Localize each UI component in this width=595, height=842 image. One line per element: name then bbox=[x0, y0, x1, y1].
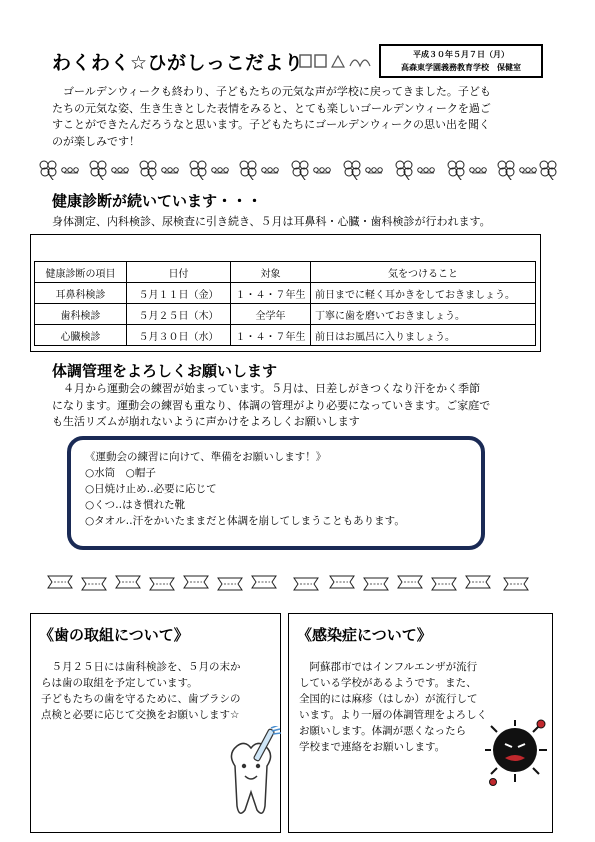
intro-line: たちの元気な姿、生き生きとした表情をみると、とても楽しいゴールデンウィークを過ご bbox=[52, 101, 491, 115]
teeth-line: 点検と必要に応じて交換をお願いします☆ bbox=[41, 709, 240, 721]
table-row bbox=[35, 304, 536, 325]
clover-icon bbox=[498, 161, 514, 180]
table-cell: 前日はお風呂に入りましょう。 bbox=[311, 325, 536, 346]
table-cell: 丁寧に歯を磨いておきましょう。 bbox=[311, 304, 536, 325]
infection-line: います。より一層の体調管理をよろしく bbox=[299, 709, 488, 721]
clover-icon bbox=[292, 161, 308, 180]
clover-icon bbox=[540, 161, 556, 180]
intro-line: ゴールデンウィークも終わり、子どもたちの元気な声が学校に戻ってきました。子ども bbox=[52, 85, 491, 98]
infection-section-box bbox=[288, 613, 553, 833]
column-header: 対象 bbox=[231, 262, 311, 283]
intro-paragraph bbox=[52, 84, 544, 150]
table-row bbox=[35, 325, 536, 346]
tooth-character-icon bbox=[221, 726, 281, 826]
clover-icon bbox=[140, 161, 156, 180]
table-cell: ５月３０日（水） bbox=[127, 325, 231, 346]
preparation-note-box bbox=[67, 436, 485, 550]
note-item: ○水筒 ○帽子 bbox=[85, 467, 156, 479]
clover-icon bbox=[396, 161, 412, 180]
health-heading: 体調管理をよろしくお願いします bbox=[52, 362, 278, 380]
checkup-table bbox=[34, 261, 536, 346]
table-cell: 心臓検診 bbox=[35, 325, 127, 346]
intro-line: のが楽しみです！ bbox=[52, 134, 140, 148]
school-name: 高森東学園義務教育学校 保健室 bbox=[401, 63, 521, 72]
teeth-line: 子どもたちの歯を守るために、歯ブラシの bbox=[41, 693, 241, 705]
clover-icon bbox=[240, 161, 256, 180]
ribbon-border bbox=[44, 572, 544, 594]
clover-icon bbox=[344, 161, 360, 180]
health-paragraph bbox=[52, 381, 552, 431]
infection-line: 学校まで連絡をお願いします。 bbox=[299, 741, 446, 753]
intro-line: すことができたんだろうなと思います。子どもたちにゴールデンウィークの思い出を聞く bbox=[52, 118, 491, 131]
date-box bbox=[379, 44, 543, 78]
note-item: ○日焼け止め‥必要に応じて bbox=[85, 483, 217, 495]
table-cell: １・４・７年生 bbox=[231, 283, 311, 304]
column-header: 日付 bbox=[127, 262, 231, 283]
infection-text bbox=[299, 659, 499, 755]
column-header: 健康診断の項目 bbox=[35, 262, 127, 283]
health-line: ４月から運動会の練習が始まっています。５月は、日差しがきつくなり汗をかく季節 bbox=[52, 382, 481, 395]
infection-line: 阿蘇郡市ではインフルエンザが流行 bbox=[299, 661, 478, 673]
infection-title: 《感染症について》 bbox=[297, 626, 432, 644]
table-cell: 前日までに軽く耳かきをしておきましょう。 bbox=[311, 283, 536, 304]
teeth-title: 《歯の取組について》 bbox=[39, 626, 189, 644]
germ-icon bbox=[485, 718, 551, 788]
health-line: になります。運動会の練習も重なり、体調の管理がより必要になっていきます。ご家庭で bbox=[52, 398, 491, 412]
table-cell: 歯科検診 bbox=[35, 304, 127, 325]
infection-line: している学校があるようです。また、 bbox=[299, 677, 477, 689]
clover-border bbox=[38, 158, 558, 180]
table-header-row bbox=[35, 262, 536, 283]
clover-icon bbox=[448, 161, 464, 180]
column-header: 気をつけること bbox=[311, 262, 536, 283]
note-title: 《運動会の練習に向けて、準備をお願いします！》 bbox=[85, 451, 327, 463]
clover-icon bbox=[40, 161, 56, 180]
title-decoration-icon bbox=[298, 52, 372, 70]
table-cell: ５月２５日（木） bbox=[127, 304, 231, 325]
health-line: も生活リズムが崩れないように声かけをよろしくお願いします bbox=[52, 415, 360, 428]
clover-icon bbox=[90, 161, 106, 180]
table-cell: ５月１１日（金） bbox=[127, 283, 231, 304]
infection-line: お願いします。体調が悪くなったら bbox=[299, 725, 467, 737]
checkup-intro: 身体測定、内科検診、尿検査に引き続き、５月は耳鼻科・心臓・歯科検診が行われます。 bbox=[52, 215, 491, 228]
infection-line: 全国的には麻疹（はしか）が流行して bbox=[299, 693, 478, 705]
checkup-heading: 健康診断が続いています・・・ bbox=[52, 192, 263, 210]
note-item: ○くつ‥はき慣れた靴 bbox=[85, 499, 186, 511]
teeth-text bbox=[41, 659, 279, 723]
table-cell: １・４・７年生 bbox=[231, 325, 311, 346]
newsletter-title: わくわく☆ひがしっこだより bbox=[52, 52, 304, 74]
teeth-section-box bbox=[30, 613, 281, 833]
teeth-line: ５月２５日には歯科検診を、５月の末か bbox=[41, 661, 241, 673]
clover-icon bbox=[190, 161, 206, 180]
table-row bbox=[35, 283, 536, 304]
table-cell: 耳鼻科検診 bbox=[35, 283, 127, 304]
table-cell: 全学年 bbox=[231, 304, 311, 325]
issue-date: 平成３０年５月７日（月） bbox=[413, 50, 509, 59]
note-item: ○タオル‥汗をかいたままだと体調を崩してしまうこともあります。 bbox=[85, 515, 405, 527]
teeth-line: らは歯の取組を予定しています。 bbox=[41, 677, 198, 689]
